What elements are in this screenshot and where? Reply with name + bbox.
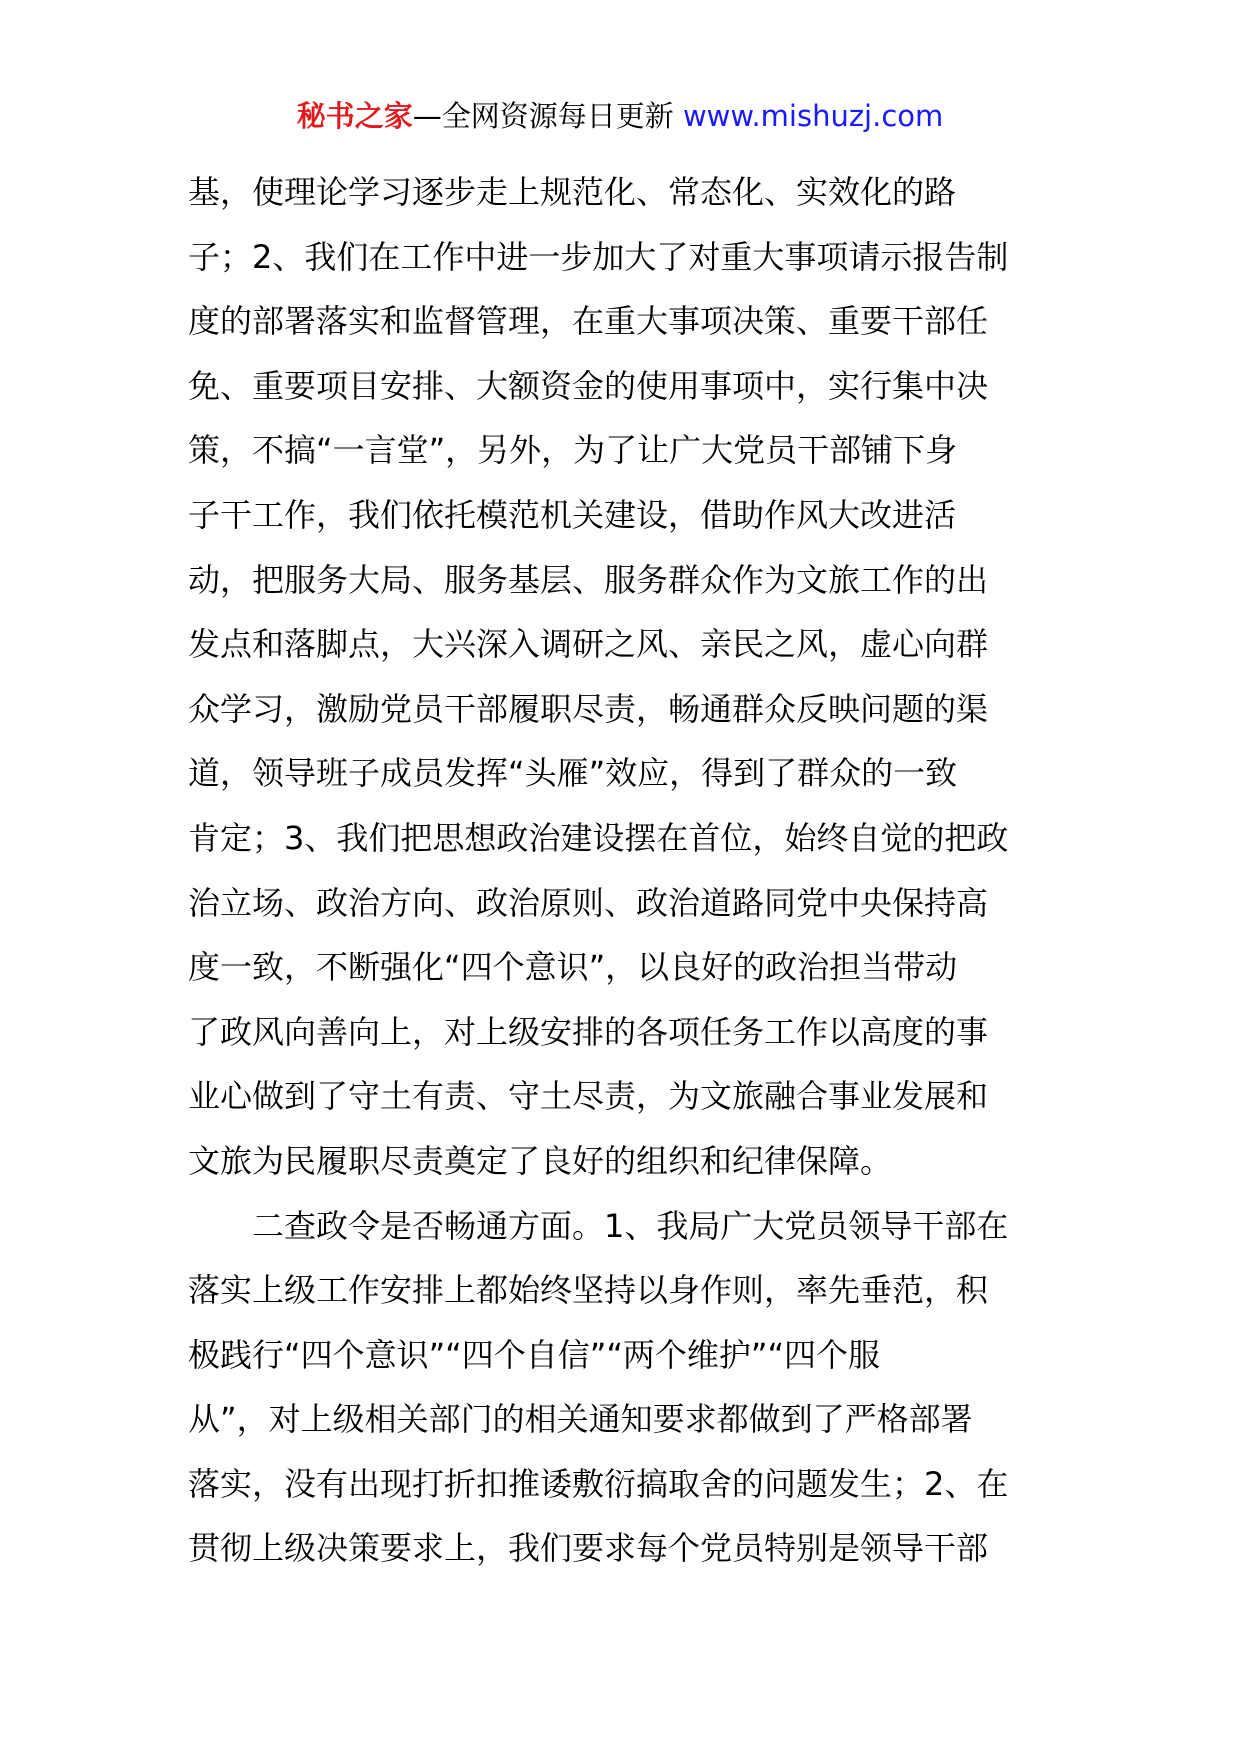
text-line: 治立场、政治方向、政治原则、政治道路同党中央保持高 [188, 883, 989, 922]
text-line: 了政风向善向上，对上级安排的各项任务工作以高度的事 [188, 1012, 989, 1051]
text-line: 落实，没有出现打折扣推诿敷衍搞取舍的问题发生；2、在 [188, 1464, 1009, 1503]
text-line: 道，领导班子成员发挥“头雁”效应，得到了群众的一致 [188, 754, 958, 793]
text-line: 动，把服务大局、服务基层、服务群众作为文旅工作的出 [188, 560, 989, 599]
text-line: 发点和落脚点，大兴深入调研之风、亲民之风，虚心向群 [188, 625, 989, 664]
text-line: 子干工作，我们依托模范机关建设，借助作风大改进活 [188, 495, 957, 534]
text-line: 极践行“四个意识”“四个自信”“两个维护”“四个服 [188, 1335, 881, 1374]
text-line: 落实上级工作安排上都始终坚持以身作则，率先垂范，积 [188, 1271, 989, 1310]
header-url-link[interactable]: www.mishuzj.com [682, 99, 944, 133]
text-line: 免、重要项目安排、大额资金的使用事项中，实行集中决 [188, 366, 989, 405]
document-body [188, 160, 1060, 1581]
text-line: 基，使理论学习逐步走上规范化、常态化、实效化的路 [188, 173, 957, 211]
paragraph-first-line: 二查政令是否畅通方面。1、我局广大党员领导干部在 [252, 1206, 1009, 1245]
text-line: 度一致，不断强化“四个意识”，以良好的政治担当带动 [188, 948, 958, 987]
text-line: 贯彻上级决策要求上，我们要求每个党员特别是领导干部 [188, 1529, 989, 1568]
text-line: 众学习，激励党员干部履职尽责，畅通群众反映问题的渠 [188, 689, 989, 728]
text-line: 业心做到了守土有责、守土尽责，为文旅融合事业发展和 [188, 1077, 989, 1116]
text-line: 从”，对上级相关部门的相关通知要求都做到了严格部署 [188, 1400, 973, 1439]
text-line: 度的部署落实和监督管理，在重大事项决策、重要干部任 [188, 302, 989, 341]
text-line: 子；2、我们在工作中进一步加大了对重大事项请示报告制 [188, 237, 1009, 276]
page-header [0, 96, 1240, 136]
header-tagline: —全网资源每日更新 [412, 99, 683, 133]
brand-name: 秘书之家 [296, 99, 413, 133]
text-line: 策，不搞“一言堂”，另外，为了让广大党员干部铺下身 [188, 431, 958, 470]
text-line: 肯定；3、我们把思想政治建设摆在首位，始终自觉的把政 [188, 818, 1009, 857]
text-line: 文旅为民履职尽责奠定了良好的组织和纪律保障。 [188, 1141, 893, 1180]
